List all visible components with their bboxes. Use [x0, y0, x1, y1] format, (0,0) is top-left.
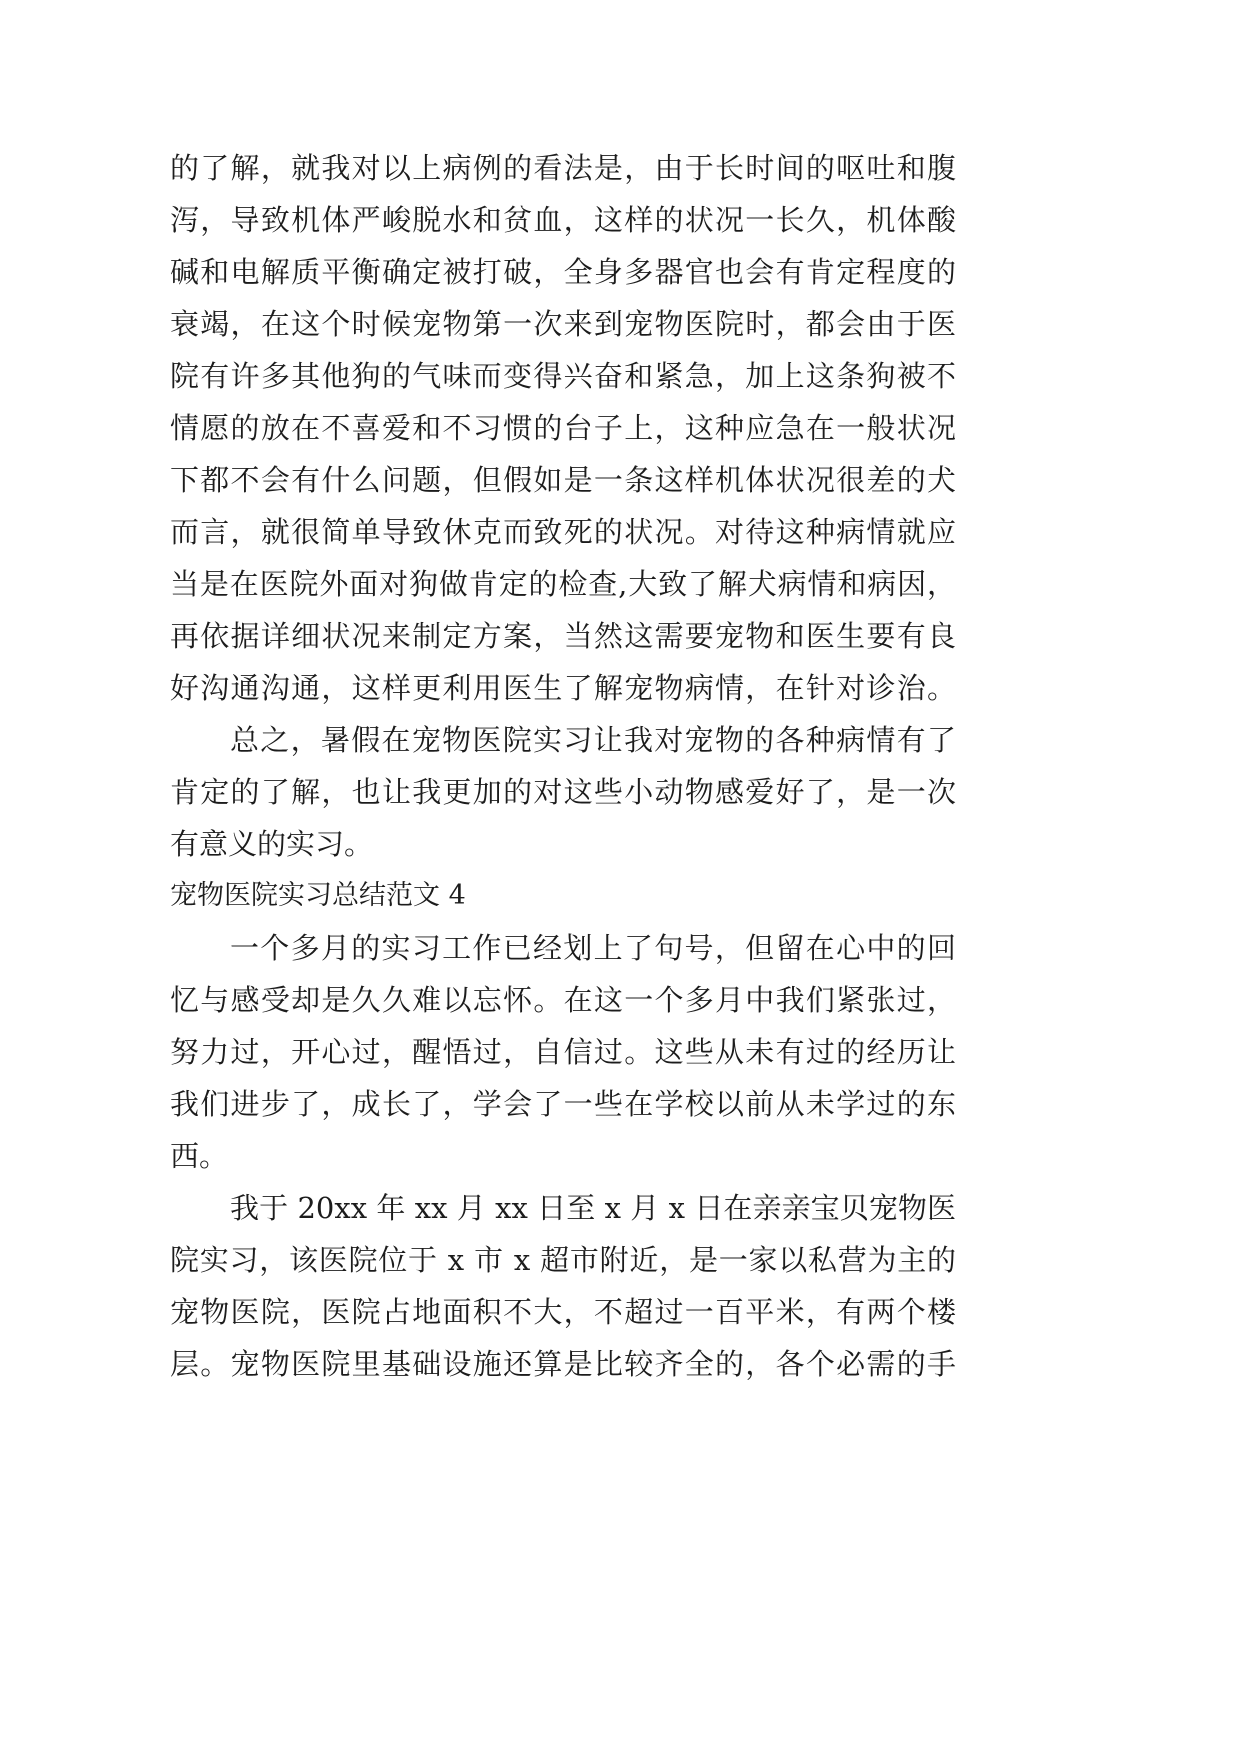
document-body [170, 142, 956, 1390]
text-line: 衰竭，在这个时候宠物第一次来到宠物医院时，都会由于医 [170, 307, 956, 341]
text-line: 碱和电解质平衡确定被打破，全身多器官也会有肯定程度的 [170, 255, 956, 289]
text-line: 泻，导致机体严峻脱水和贫血，这样的状况一长久，机体酸 [170, 203, 956, 237]
paragraph [170, 714, 956, 870]
text-line: 肯定的了解，也让我更加的对这些小动物感爱好了，是一次 [170, 775, 956, 809]
text-line: 下都不会有什么问题，但假如是一条这样机体状况很差的犬 [170, 463, 956, 497]
text-line: 我们进步了，成长了，学会了一些在学校以前从未学过的东 [170, 1087, 956, 1121]
text-line: 而言，就很简单导致休克而致死的状况。对待这种病情就应 [170, 515, 956, 549]
text-line: 总之，暑假在宠物医院实习让我对宠物的各种病情有了 [230, 723, 956, 757]
text-line: 层。宠物医院里基础设施还算是比较齐全的，各个必需的手 [170, 1347, 956, 1381]
text-line: 有意义的实习。 [170, 827, 374, 861]
text-line: 宠物医院，医院占地面积不大，不超过一百平米，有两个楼 [170, 1295, 956, 1329]
text-line: 好沟通沟通，这样更利用医生了解宠物病情，在针对诊治。 [170, 671, 956, 705]
paragraph [170, 922, 956, 1182]
text-line: 西。 [170, 1139, 229, 1173]
text-line: 情愿的放在不喜爱和不习惯的台子上，这种应急在一般状况 [170, 411, 956, 445]
text-line: 再依据详细状况来制定方案，当然这需要宠物和医生要有良 [170, 619, 956, 653]
text-line: 的了解，就我对以上病例的看法是，由于长时间的呕吐和腹 [170, 151, 956, 185]
text-line: 努力过，开心过，醒悟过，自信过。这些从未有过的经历让 [170, 1035, 956, 1069]
paragraph [170, 142, 956, 714]
text-line: 院有许多其他狗的气味而变得兴奋和紧急，加上这条狗被不 [170, 359, 956, 393]
section-heading: 宠物医院实习总结范文 4 [170, 880, 466, 911]
text-line: 院实习，该医院位于 x 市 x 超市附近，是一家以私营为主的 [170, 1243, 956, 1277]
paragraph [170, 1182, 956, 1390]
text-line: 一个多月的实习工作已经划上了句号，但留在心中的回 [230, 931, 956, 965]
text-line: 我于 20xx 年 xx 月 xx 日至 x 月 x 日在亲亲宝贝宠物医 [230, 1191, 956, 1225]
text-line: 忆与感受却是久久难以忘怀。在这一个多月中我们紧张过， [170, 983, 956, 1017]
text-line: 当是在医院外面对狗做肯定的检查,大致了解犬病情和病因， [170, 567, 956, 601]
